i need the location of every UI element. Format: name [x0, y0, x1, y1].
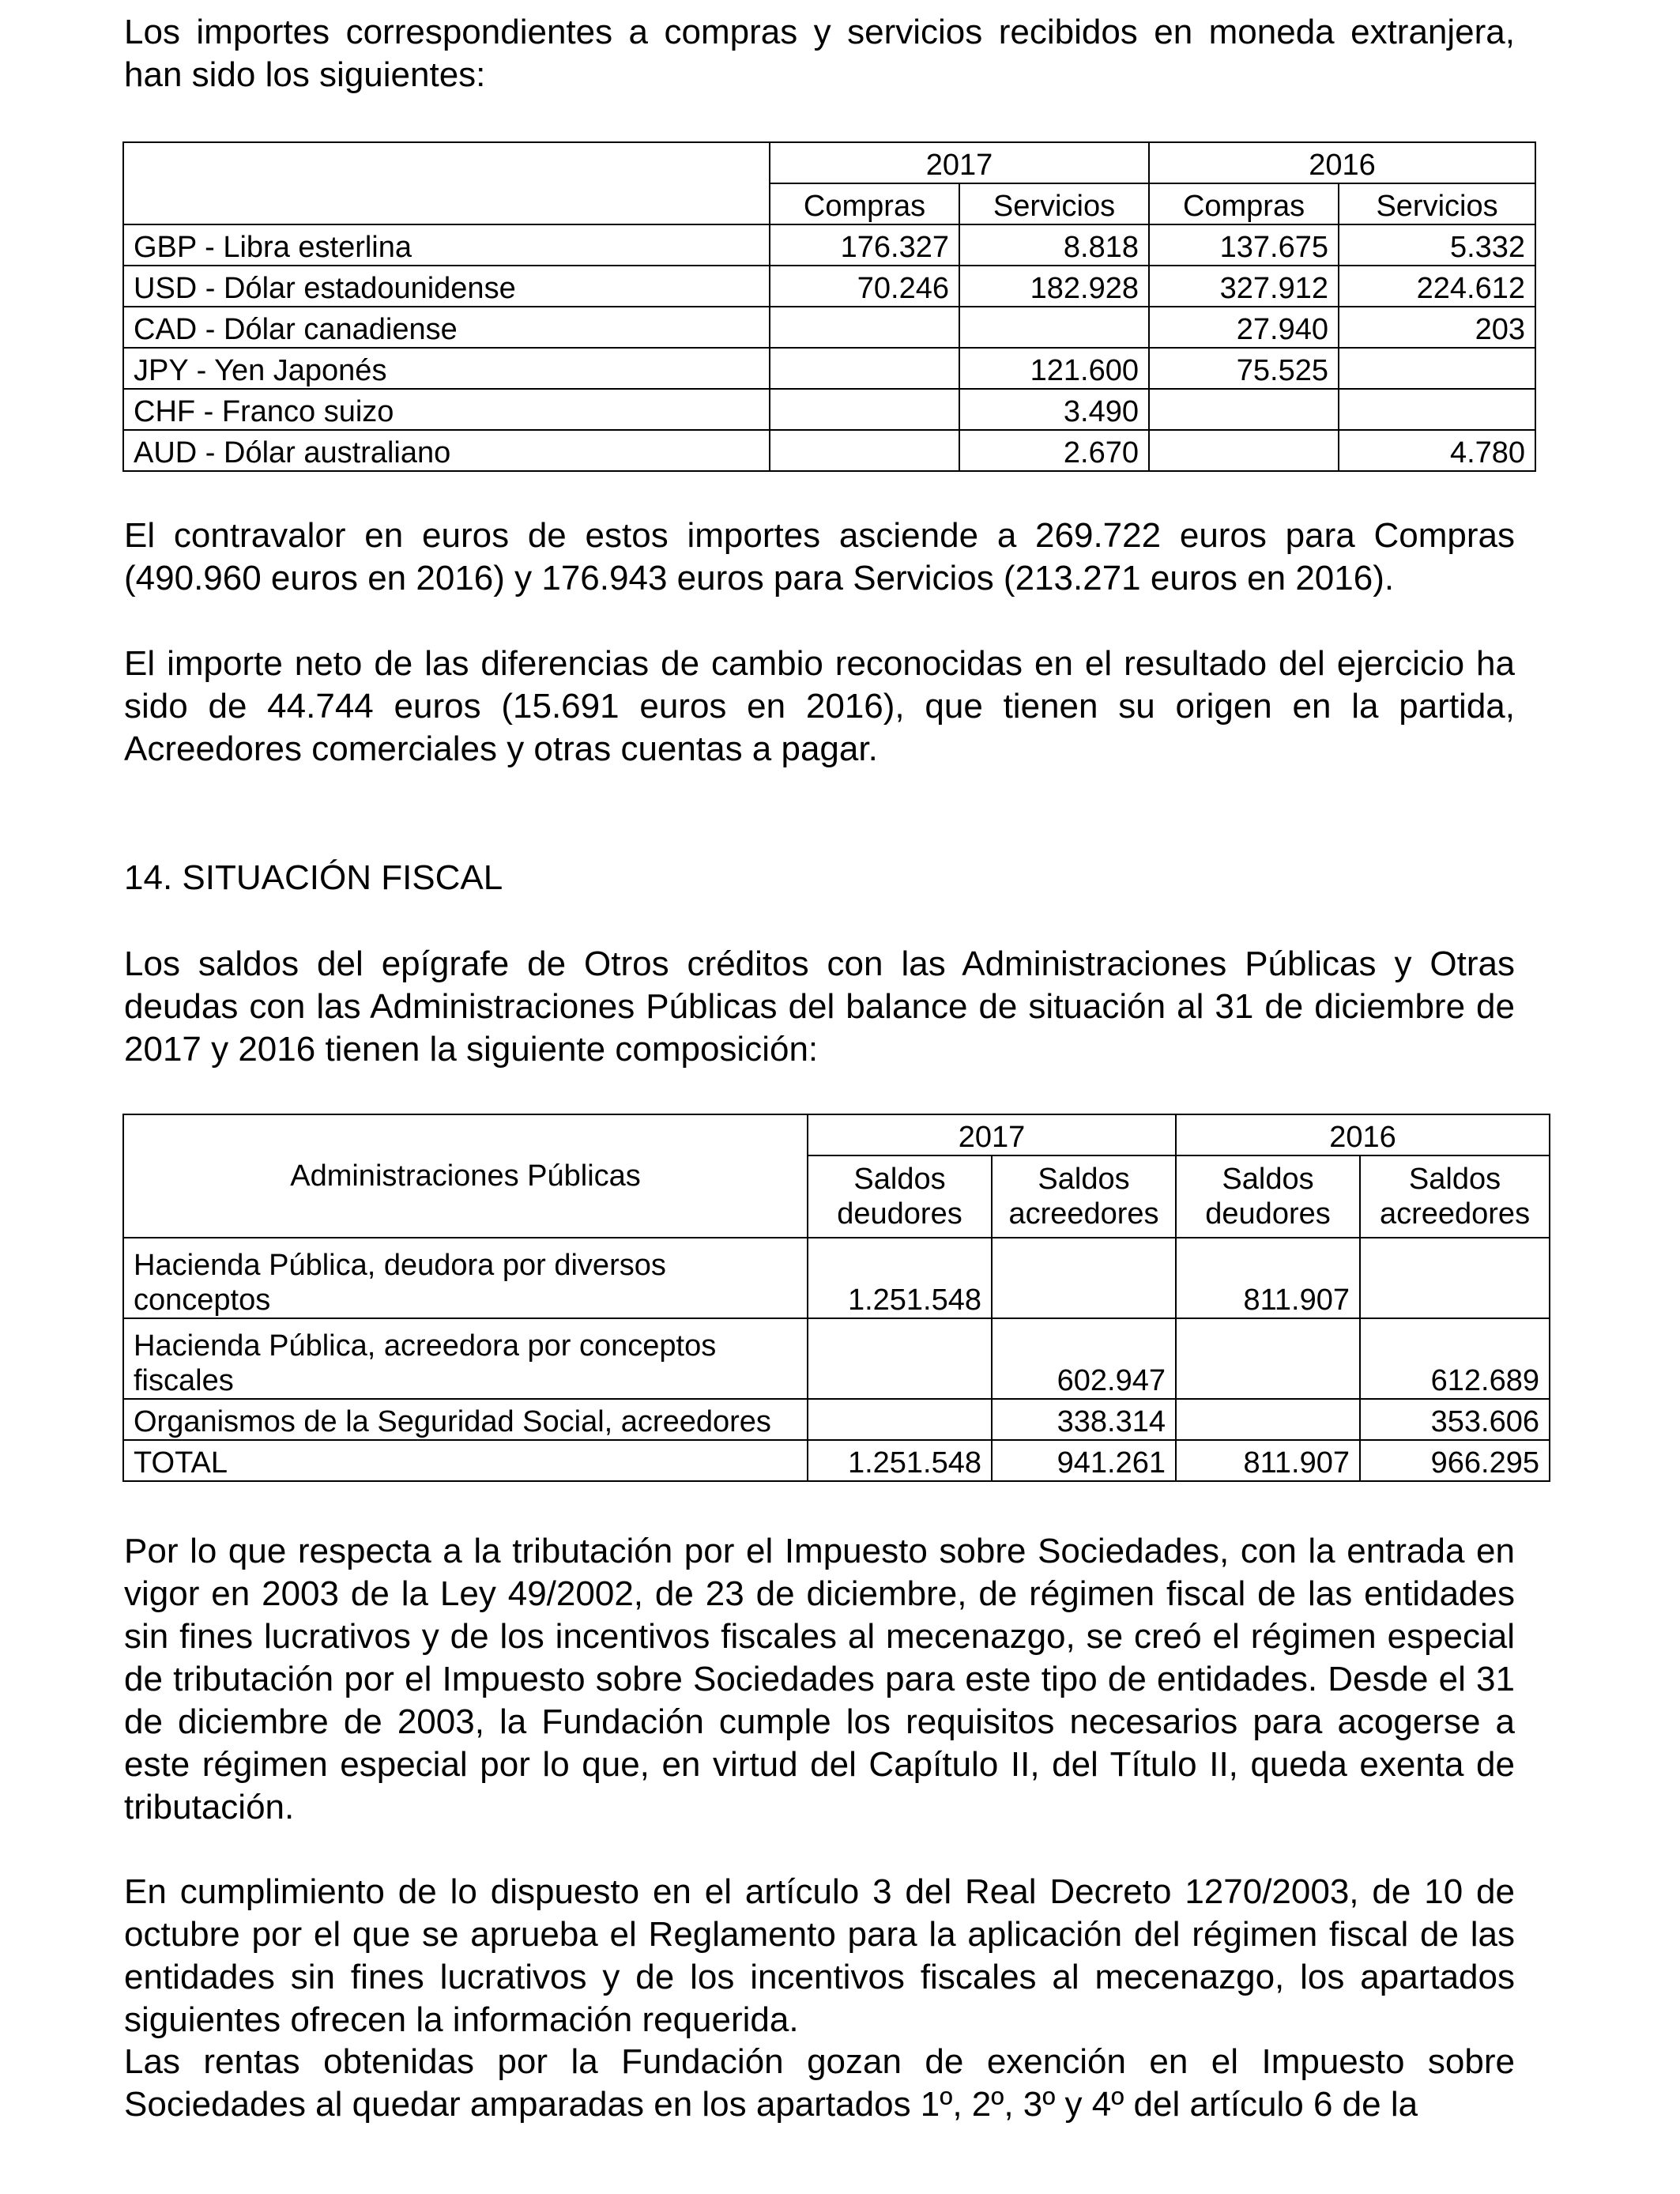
- administraciones-table: [122, 1114, 1550, 1482]
- intro-paragraph: Los importes correspondientes a compras y servicios recibidos en moneda extranjera, han sido los siguientes:: [124, 13, 1515, 94]
- rentas-paragraph: Las rentas obtenidas por la Fundación gozan de exención en el Impuesto sobre Sociedades al quedar amparadas en los apartados 1º, 2º, 3º y 4º del artículo 6 de la: [124, 2042, 1515, 2124]
- cell-compras-2016: [1149, 430, 1339, 471]
- cell-acreedores-2016: 612.689: [1360, 1318, 1550, 1399]
- cell-servicios-2017: [959, 307, 1149, 348]
- cell-servicios-2017: 3.490: [959, 389, 1149, 430]
- row-label: CAD - Dólar canadiense: [123, 307, 770, 348]
- row-label-line: Hacienda Pública, acreedora por conceptos: [134, 1329, 717, 1363]
- cell-acreedores-2016: 966.295: [1360, 1440, 1550, 1481]
- year-2017-header: 2017: [770, 142, 1149, 183]
- year-2016-header: 2016: [1149, 142, 1535, 183]
- cell-deudores-2017: [808, 1318, 992, 1399]
- cell-servicios-2017: 182.928: [959, 266, 1149, 307]
- row-label-line: fiscales: [134, 1364, 234, 1397]
- row-label: AUD - Dólar australiano: [123, 430, 770, 471]
- saldos-paragraph: Los saldos del epígrafe de Otros créditos con las Administraciones Públicas y Otras deudas con las Administraciones Públicas del balance de situación al 31 de diciembre de 2017 y 2016 tienen la siguiente composición:: [124, 944, 1515, 1069]
- table-row: [123, 348, 1535, 389]
- table-row: [123, 389, 1535, 430]
- table-row: [123, 307, 1535, 348]
- subheader-acreedores-2016: [1360, 1155, 1550, 1238]
- diferencias-paragraph: El importe neto de las diferencias de cambio reconocidas en el resultado del ejercicio ha sido de 44.744 euros (15.691 euros en 2016), que tienen su origen en la partida, Acreedores comerciales y otras cuentas a pagar.: [124, 644, 1515, 768]
- cell-compras-2017: [770, 430, 959, 471]
- cell-deudores-2017: [808, 1399, 992, 1440]
- table-row: [123, 224, 1535, 266]
- cell-servicios-2016: 203: [1339, 307, 1535, 348]
- row-label: JPY - Yen Japonés: [123, 348, 770, 389]
- cell-deudores-2016: [1176, 1399, 1360, 1440]
- row-label: GBP - Libra esterlina: [123, 224, 770, 266]
- subheader-deudores-2016: [1176, 1155, 1360, 1238]
- cell-servicios-2017: 2.670: [959, 430, 1149, 471]
- table-row: [123, 430, 1535, 471]
- subheader-compras-2016: Compras: [1149, 183, 1339, 224]
- subheader-acreedores-2017: [992, 1155, 1176, 1238]
- cell-compras-2017: 70.246: [770, 266, 959, 307]
- cell-servicios-2016: 224.612: [1339, 266, 1535, 307]
- subheader-line: acreedores: [1379, 1197, 1531, 1231]
- cell-compras-2017: [770, 389, 959, 430]
- cell-compras-2016: 327.912: [1149, 266, 1339, 307]
- subheader-line: deudores: [1205, 1197, 1331, 1231]
- cell-deudores-2017: 1.251.548: [808, 1238, 992, 1318]
- cell-compras-2016: 27.940: [1149, 307, 1339, 348]
- subheader-servicios-2016: Servicios: [1339, 183, 1535, 224]
- cell-compras-2017: [770, 307, 959, 348]
- cell-compras-2016: 137.675: [1149, 224, 1339, 266]
- subheader-line: Saldos: [853, 1163, 946, 1196]
- row-label-line: conceptos: [134, 1284, 271, 1317]
- subheader-line: Saldos: [1038, 1163, 1130, 1196]
- cell-acreedores-2016: [1360, 1238, 1550, 1318]
- cell-acreedores-2016: 353.606: [1360, 1399, 1550, 1440]
- cell-servicios-2017: 121.600: [959, 348, 1149, 389]
- cell-acreedores-2017: 602.947: [992, 1318, 1176, 1399]
- contravalor-paragraph: El contravalor en euros de estos importes asciende a 269.722 euros para Compras (490.960 euros en 2016) y 176.943 euros para Servicios (213.271 euros en 2016).: [124, 516, 1515, 598]
- year-header-row: [123, 142, 1535, 183]
- cumplimiento-paragraph: En cumplimiento de lo dispuesto en el artículo 3 del Real Decreto 1270/2003, de 10 de octubre por el que se aprueba el Reglamento para la aplicación del régimen fiscal de las entidades sin fines lucrativos y de los incentivos fiscales al mecenazgo, los apartados siguientes ofrecen la información requerida.: [124, 1872, 1515, 2039]
- cell-deudores-2016: 811.907: [1176, 1238, 1360, 1318]
- cell-compras-2017: [770, 348, 959, 389]
- subheader-line: Saldos: [1222, 1163, 1314, 1196]
- subheader-line: acreedores: [1008, 1197, 1159, 1231]
- cell-compras-2016: 75.525: [1149, 348, 1339, 389]
- subheader-line: deudores: [837, 1197, 962, 1231]
- row-label: [123, 1318, 808, 1399]
- subheader-compras-2017: Compras: [770, 183, 959, 224]
- cell-compras-2016: [1149, 389, 1339, 430]
- subheader-servicios-2017: Servicios: [959, 183, 1149, 224]
- cell-deudores-2016: 811.907: [1176, 1440, 1360, 1481]
- cell-deudores-2017: 1.251.548: [808, 1440, 992, 1481]
- row-label: [123, 1238, 808, 1318]
- subheader-line: Saldos: [1408, 1163, 1501, 1196]
- table-row: [123, 1399, 1550, 1440]
- row-label-line: Hacienda Pública, deudora por diversos: [134, 1249, 666, 1282]
- row-label: CHF - Franco suizo: [123, 389, 770, 430]
- subheader-deudores-2017: [808, 1155, 992, 1238]
- cell-servicios-2017: 8.818: [959, 224, 1149, 266]
- cell-servicios-2016: [1339, 348, 1535, 389]
- empty-corner-cell: [123, 142, 770, 224]
- row-label: Organismos de la Seguridad Social, acreedores: [123, 1399, 808, 1440]
- year-header-row: [123, 1114, 1550, 1155]
- year-2016-header: 2016: [1176, 1114, 1550, 1155]
- year-2017-header: 2017: [808, 1114, 1176, 1155]
- table-row: [123, 1238, 1550, 1318]
- row-label: USD - Dólar estadounidense: [123, 266, 770, 307]
- corner-label-cell: Administraciones Públicas: [123, 1114, 808, 1238]
- cell-servicios-2016: 4.780: [1339, 430, 1535, 471]
- cell-compras-2017: 176.327: [770, 224, 959, 266]
- currency-table: [122, 141, 1536, 472]
- cell-acreedores-2017: [992, 1238, 1176, 1318]
- cell-acreedores-2017: 941.261: [992, 1440, 1176, 1481]
- cell-deudores-2016: [1176, 1318, 1360, 1399]
- cell-servicios-2016: [1339, 389, 1535, 430]
- table-row: [123, 266, 1535, 307]
- cell-acreedores-2017: 338.314: [992, 1399, 1176, 1440]
- section-heading: 14. SITUACIÓN FISCAL: [124, 858, 503, 897]
- table-row: [123, 1318, 1550, 1399]
- tributacion-paragraph: Por lo que respecta a la tributación por el Impuesto sobre Sociedades, con la entrada en vigor en 2003 de la Ley 49/2002, de 23 de diciembre, de régimen fiscal de las entidades sin fines lucrativos y de los incentivos fiscales al mecenazgo, se creó el régimen especial de tributación por el Impuesto sobre Sociedades para este tipo de entidades. Desde el 31 de diciembre de 2003, la Fundación cumple los requisitos necesarios para acogerse a este régimen especial por lo que, en virtud del Capítulo II, del Título II, queda exenta de tributación.: [124, 1532, 1515, 1826]
- cell-servicios-2016: 5.332: [1339, 224, 1535, 266]
- total-row: [123, 1440, 1550, 1481]
- row-label: TOTAL: [123, 1440, 808, 1481]
